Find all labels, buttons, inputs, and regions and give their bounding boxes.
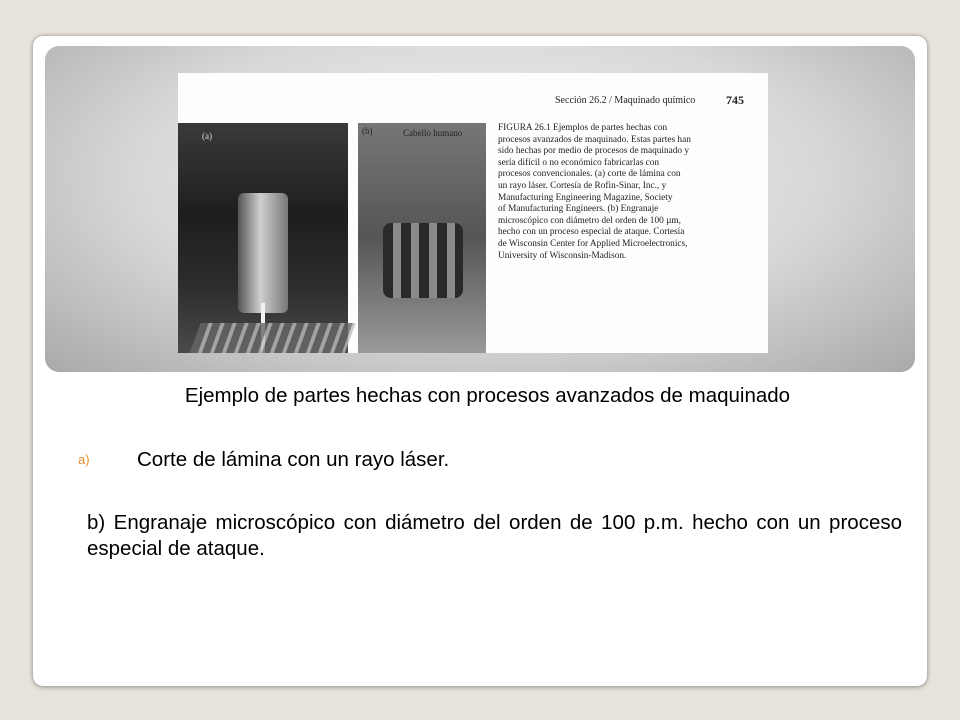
item-b-text: b) Engranaje microscópico con diámetro del orden de 100 p.m. hecho con un proceso especial de ataque.	[87, 511, 902, 560]
slide-title: Ejemplo de partes hechas con procesos avanzados de maquinado	[184, 384, 791, 407]
caption-line: FIGURA 26.1 Ejemplos de partes hechas con	[498, 123, 668, 133]
scanned-figure-image	[178, 73, 768, 353]
micro-gear	[383, 223, 463, 298]
panel-b-label: (b)	[362, 126, 373, 136]
caption-line: hecho con un proceso especial de ataque. Cortesía	[498, 227, 685, 238]
caption-line: de Wisconsin Center for Applied Microelectronics,	[498, 238, 688, 249]
bullet-marker: a)	[78, 452, 90, 467]
caption-line: procesos avanzados de maquinado. Estas partes han	[498, 134, 691, 145]
cut-sheet	[178, 323, 356, 353]
caption-line: un rayo láser. Cortesía de Rofin-Sinar, Inc., y	[498, 180, 667, 191]
caption-line: procesos convencionales. (a) corte de lámina con	[498, 169, 681, 180]
caption-line: microscópico con diámetro del orden de 100 µm,	[498, 215, 681, 226]
caption-line: sido hechas por medio de procesos de maquinado y	[498, 146, 690, 157]
figure-header-page: 745	[726, 93, 744, 107]
caption-line: University of Wisconsin-Madison.	[498, 250, 627, 261]
gear-photo	[358, 123, 486, 353]
laser-head	[238, 193, 288, 313]
caption-line: Manufacturing Engineering Magazine, Society	[498, 192, 673, 203]
item-a-text: Corte de lámina con un rayo láser.	[137, 448, 450, 471]
laser-photo	[178, 123, 348, 353]
caption-line: sería difícil o no económico fabricarlas con	[498, 157, 660, 168]
figure-caption	[498, 123, 766, 262]
panel-a-label: (a)	[202, 131, 212, 141]
hair-label: Cabello humano	[403, 128, 463, 138]
figure-header-section: Sección 26.2 / Maquinado químico	[555, 95, 696, 106]
caption-line: of Manufacturing Engineers. (b) Engranaje	[498, 204, 659, 215]
